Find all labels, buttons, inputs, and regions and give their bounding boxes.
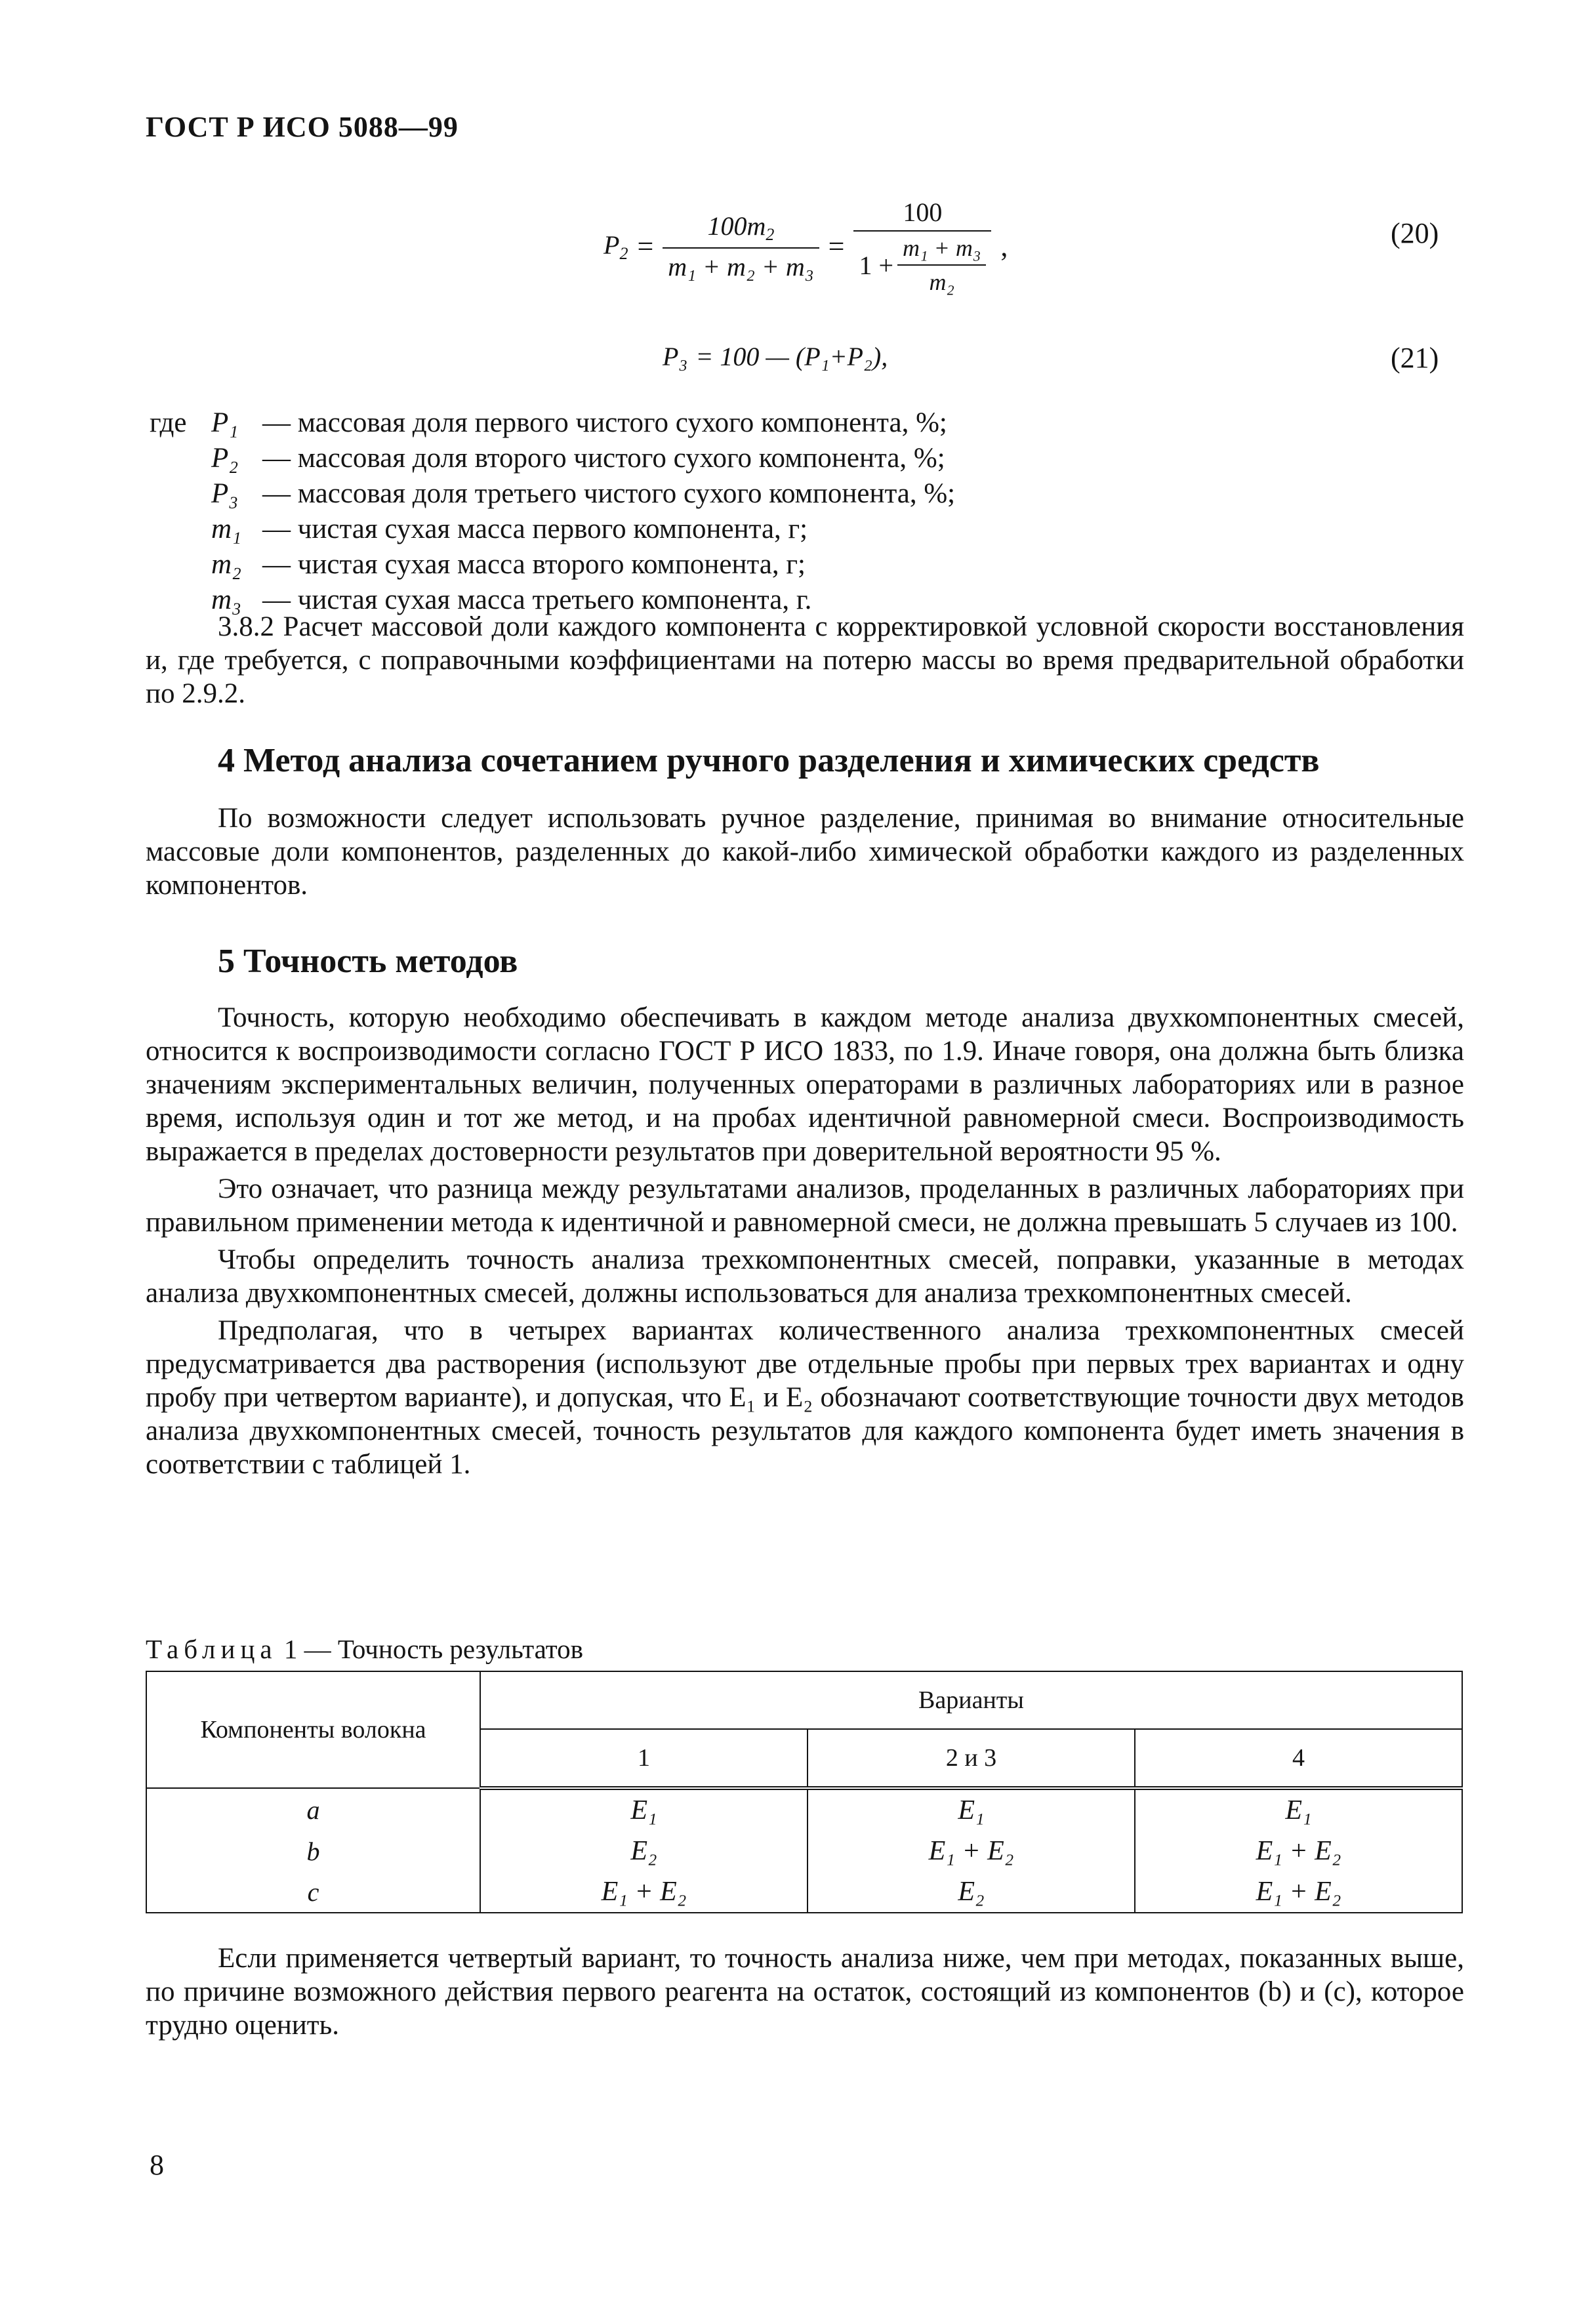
formula-20-number: (20) xyxy=(1391,217,1439,249)
accuracy-table xyxy=(146,1671,1463,1913)
section-5-paragraph: Это означает, что разница между результатами анализов, проделанных в различных лабораториях при правильном применении метода к идентичной и равномерной смеси, не должна превышать 5 случаев из 100. xyxy=(146,1173,1464,1238)
table-row: a E₁ E₁ E₁ xyxy=(146,1788,1462,1831)
section-4-text: По возможности следует использовать ручное разделение, принимая во внимание относительные массовые доли компонентов, разделенных до какой-либо химической обработки каждого из разделенных компонентов. xyxy=(146,803,1464,901)
header-variants: Варианты xyxy=(480,1671,1462,1729)
section-5-title: 5 Точность методов xyxy=(218,943,518,980)
header-variant: 1 xyxy=(480,1729,808,1788)
formula-21-lhs: P₃ xyxy=(663,342,688,371)
formula-20: $P_2$ = $\frac{100m_2}{\text{m₁ + m₂ + m₃}}$ = 100 1 + $\frac{\text{m₁ + m₃}}{\text{m₂}}$ , xyxy=(603,197,1008,295)
formula-20-lhs: $P_2$ xyxy=(603,230,628,263)
formula-21 xyxy=(663,341,888,372)
table-row: b E₂ E₁ + E₂ E₁ + E₂ xyxy=(146,1831,1462,1871)
header-variant: 4 xyxy=(1135,1729,1462,1788)
section-5-text xyxy=(146,1001,1464,1485)
definition-row: m₁ — чистая сухая масса первого компонента, г; xyxy=(211,514,808,544)
closing-paragraph: Если применяется четвертый вариант, то точность анализа ниже, чем при методах, показанных выше, по причине возможного действия первого реагента на остаток, состоящий из компонентов (b) и (c), которое трудно оценить. xyxy=(146,1943,1464,2041)
formula-20-fraction-2: 100 1 + $\frac{\text{m₁ + m₃}}{\text{m₂}}$ xyxy=(853,197,991,296)
section-4-title: 4 Метод анализа сочетанием ручного разделения и химических средств xyxy=(218,742,1320,779)
section-5-paragraph: Чтобы определить точность анализа трехкомпонентных смесей, поправки, указанные в методах анализа двухкомпонентных смесей, должны использоваться для анализа трехкомпонентных смесей. xyxy=(146,1244,1464,1309)
formula-20-fraction-1: $\frac{100m_2}{\text{m₁ + m₂ + m₃}}$ xyxy=(663,211,819,282)
symbol-definitions xyxy=(150,405,955,618)
header-component: Компоненты волокна xyxy=(146,1671,480,1788)
formula-21-number: (21) xyxy=(1391,342,1439,374)
table-row: c E₁ + E₂ E₂ E₁ + E₂ xyxy=(146,1871,1462,1913)
definition-row: m₂ — чистая сухая масса второго компонента, г; xyxy=(211,549,806,580)
clause-3-8-2: 3.8.2 Расчет массовой доли каждого компонента с корректировкой условной скорости восстановления и, где требуется, с поправочными коэффициентами на потерю массы во время предварительной обработки по 2.9.2. xyxy=(146,611,1464,709)
definition-row: P₃ — массовая доля третьего чистого сухого компонента, %; xyxy=(211,478,956,509)
definition-row: m₃ — чистая сухая масса третьего компонента, г. xyxy=(211,584,812,615)
section-5-paragraph: Предполагая, что в четырех вариантах количественного анализа трехкомпонентных смесей предусматривается два растворения (используют две отдельные пробы при первых трех вариантах и одну пробу при четвертом варианте), и допуская, что E₁ и E₂ обозначают соответствующие точности двух методов анализа двухкомпонентных смесей, точность результатов для каждого компонента будет иметь значения в соответствии с таблицей 1. xyxy=(146,1315,1464,1480)
header-variant: 2 и 3 xyxy=(808,1729,1135,1788)
document-header: ГОСТ Р ИСО 5088—99 xyxy=(146,111,459,143)
definition-row: где P₁ — массовая доля первого чистого сухого компонента, %; xyxy=(150,407,947,438)
page-number: 8 xyxy=(150,2149,164,2181)
formula-21-rhs: = 100 — (P₁+P₂), xyxy=(695,342,888,371)
definition-row: P₂ — массовая доля второго чистого сухого компонента, %; xyxy=(211,443,945,474)
table-caption: Таблица 1 — Точность результатов xyxy=(146,1634,584,1664)
section-5-paragraph: Точность, которую необходимо обеспечивать в каждом методе анализа двухкомпонентных смесей, относится к воспроизводимости согласно ГОСТ Р ИСО 1833, по 1.9. Иначе говоря, она должна быть близка значениям экспериментальных величин, полученных операторами в различных лабораториях или в разное время, используя один и тот же метод, и на пробах идентичной равномерной смеси. Воспроизводимость выражается в пределах достоверности результатов при доверительной вероятности 95 %. xyxy=(146,1002,1464,1167)
